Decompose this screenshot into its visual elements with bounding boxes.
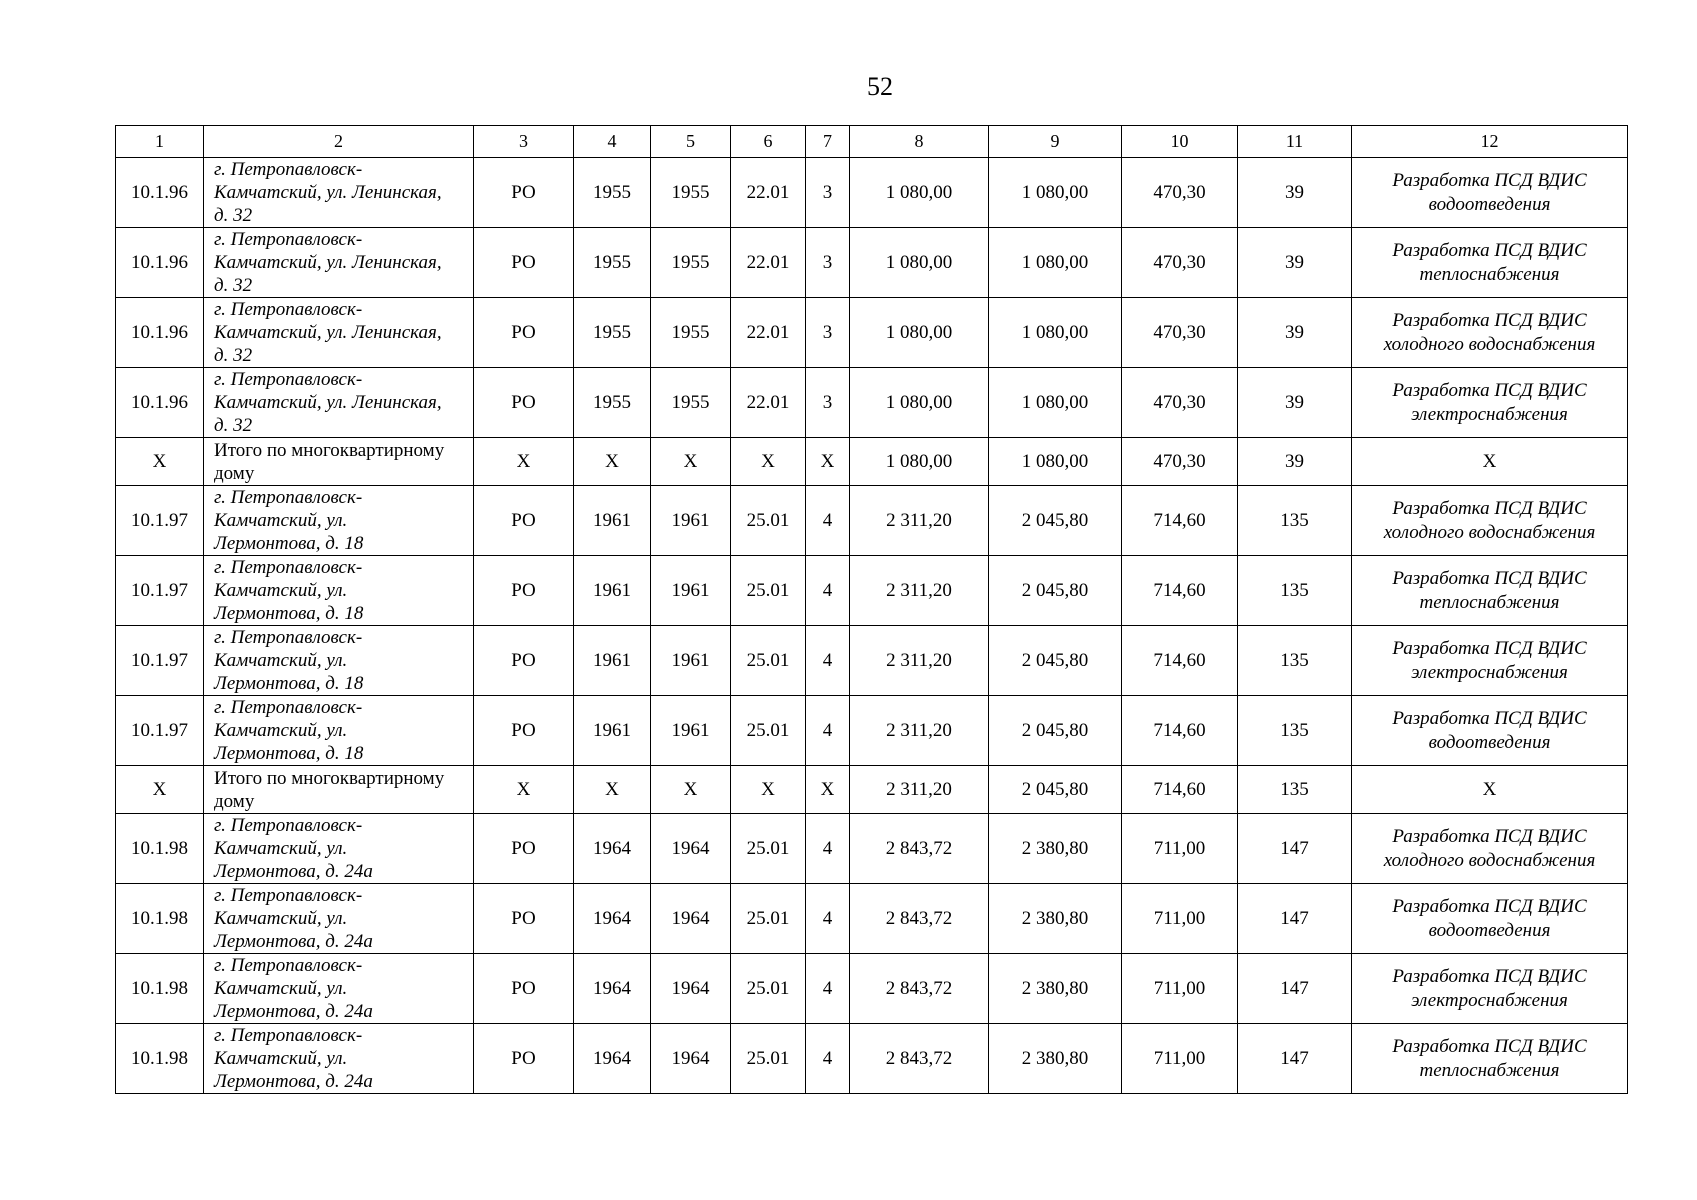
cell-col-5: 1955	[651, 298, 731, 368]
address-cell: г. Петропавловск- Камчатский, ул. Ленинская, д. 32	[204, 228, 474, 298]
cell-col-4: 1955	[574, 158, 651, 228]
cell-col-5: 1955	[651, 158, 731, 228]
cell-col-8: 2 311,20	[850, 626, 989, 696]
column-header-12: 12	[1352, 126, 1628, 158]
cell-col-4: 1961	[574, 556, 651, 626]
data-table	[115, 125, 1628, 1094]
cell-col-7: 4	[806, 626, 850, 696]
cell-col-11: 147	[1238, 884, 1352, 954]
cell-col-3: РО	[474, 298, 574, 368]
cell-col-11: 135	[1238, 766, 1352, 814]
cell-col-10: 711,00	[1122, 884, 1238, 954]
cell-col-6: 22.01	[731, 368, 806, 438]
cell-col-10: 470,30	[1122, 158, 1238, 228]
cell-col-8: 2 843,72	[850, 814, 989, 884]
cell-col-1: 10.1.96	[116, 368, 204, 438]
table-row	[116, 158, 1628, 228]
cell-col-6: 25.01	[731, 954, 806, 1024]
cell-col-8: 2 311,20	[850, 766, 989, 814]
cell-col-10: 714,60	[1122, 766, 1238, 814]
work-type-cell: Разработка ПСД ВДИС водоотведения	[1352, 696, 1628, 766]
cell-col-10: 714,60	[1122, 626, 1238, 696]
cell-col-10: 470,30	[1122, 438, 1238, 486]
cell-col-9: 2 045,80	[989, 556, 1122, 626]
cell-col-3: Х	[474, 766, 574, 814]
cell-col-8: 2 843,72	[850, 1024, 989, 1094]
cell-col-9: 2 045,80	[989, 766, 1122, 814]
column-header-8: 8	[850, 126, 989, 158]
cell-col-6: 25.01	[731, 1024, 806, 1094]
cell-col-9: 2 045,80	[989, 486, 1122, 556]
cell-col-6: Х	[731, 438, 806, 486]
column-header-5: 5	[651, 126, 731, 158]
cell-col-10: 714,60	[1122, 486, 1238, 556]
cell-col-9: 2 380,80	[989, 954, 1122, 1024]
cell-col-7: 3	[806, 298, 850, 368]
cell-col-8: 2 843,72	[850, 954, 989, 1024]
cell-col-4: 1961	[574, 696, 651, 766]
cell-col-4: 1964	[574, 954, 651, 1024]
cell-col-4: Х	[574, 438, 651, 486]
cell-col-8: 2 311,20	[850, 556, 989, 626]
table-header-row	[116, 126, 1628, 158]
cell-col-11: 135	[1238, 556, 1352, 626]
column-header-6: 6	[731, 126, 806, 158]
cell-col-1: 10.1.97	[116, 486, 204, 556]
address-cell: г. Петропавловск- Камчатский, ул. Лермонтова, д. 24а	[204, 1024, 474, 1094]
cell-col-10: 711,00	[1122, 1024, 1238, 1094]
table-row	[116, 486, 1628, 556]
cell-col-8: 2 311,20	[850, 696, 989, 766]
cell-col-3: РО	[474, 626, 574, 696]
address-cell: г. Петропавловск- Камчатский, ул. Лермонтова, д. 24а	[204, 814, 474, 884]
work-type-cell: Разработка ПСД ВДИС холодного водоснабжения	[1352, 298, 1628, 368]
cell-col-12: Х	[1352, 438, 1628, 486]
cell-col-9: 2 380,80	[989, 814, 1122, 884]
total-row	[116, 438, 1628, 486]
table-row	[116, 228, 1628, 298]
table-row	[116, 556, 1628, 626]
cell-col-4: 1964	[574, 814, 651, 884]
cell-col-6: 25.01	[731, 626, 806, 696]
table-row	[116, 626, 1628, 696]
cell-col-6: Х	[731, 766, 806, 814]
cell-col-6: 25.01	[731, 696, 806, 766]
cell-col-3: РО	[474, 228, 574, 298]
cell-col-10: 711,00	[1122, 954, 1238, 1024]
address-cell: г. Петропавловск- Камчатский, ул. Лермонтова, д. 24а	[204, 954, 474, 1024]
total-label-cell: Итого по многоквартирному дому	[204, 438, 474, 486]
cell-col-11: 135	[1238, 626, 1352, 696]
cell-col-4: 1955	[574, 228, 651, 298]
cell-col-3: РО	[474, 884, 574, 954]
total-label-cell: Итого по многоквартирному дому	[204, 766, 474, 814]
cell-col-5: 1961	[651, 486, 731, 556]
cell-col-10: 470,30	[1122, 298, 1238, 368]
cell-col-1: 10.1.97	[116, 626, 204, 696]
cell-col-5: 1955	[651, 228, 731, 298]
column-header-11: 11	[1238, 126, 1352, 158]
cell-col-8: 1 080,00	[850, 298, 989, 368]
cell-col-4: 1961	[574, 486, 651, 556]
cell-col-6: 22.01	[731, 228, 806, 298]
cell-col-1: 10.1.96	[116, 298, 204, 368]
cell-col-4: 1964	[574, 1024, 651, 1094]
column-header-4: 4	[574, 126, 651, 158]
cell-col-11: 39	[1238, 158, 1352, 228]
cell-col-7: 4	[806, 1024, 850, 1094]
cell-col-1: 10.1.97	[116, 696, 204, 766]
column-header-1: 1	[116, 126, 204, 158]
cell-col-1: 10.1.96	[116, 228, 204, 298]
cell-col-1: 10.1.97	[116, 556, 204, 626]
cell-col-7: 4	[806, 486, 850, 556]
column-header-10: 10	[1122, 126, 1238, 158]
cell-col-5: 1955	[651, 368, 731, 438]
cell-col-11: 39	[1238, 438, 1352, 486]
cell-col-5: Х	[651, 438, 731, 486]
cell-col-10: 714,60	[1122, 696, 1238, 766]
cell-col-4: Х	[574, 766, 651, 814]
cell-col-9: 2 045,80	[989, 626, 1122, 696]
cell-col-7: 4	[806, 954, 850, 1024]
cell-col-1: Х	[116, 766, 204, 814]
work-type-cell: Разработка ПСД ВДИС теплоснабжения	[1352, 1024, 1628, 1094]
table-row	[116, 298, 1628, 368]
cell-col-11: 147	[1238, 954, 1352, 1024]
work-type-cell: Разработка ПСД ВДИС холодного водоснабжения	[1352, 814, 1628, 884]
cell-col-7: 3	[806, 228, 850, 298]
cell-col-7: Х	[806, 438, 850, 486]
column-header-9: 9	[989, 126, 1122, 158]
cell-col-1: 10.1.98	[116, 814, 204, 884]
cell-col-10: 714,60	[1122, 556, 1238, 626]
table-row	[116, 368, 1628, 438]
cell-col-4: 1955	[574, 298, 651, 368]
cell-col-10: 711,00	[1122, 814, 1238, 884]
cell-col-10: 470,30	[1122, 228, 1238, 298]
table-row	[116, 814, 1628, 884]
work-type-cell: Разработка ПСД ВДИС водоотведения	[1352, 884, 1628, 954]
column-header-3: 3	[474, 126, 574, 158]
cell-col-3: РО	[474, 1024, 574, 1094]
cell-col-11: 135	[1238, 696, 1352, 766]
cell-col-8: 2 311,20	[850, 486, 989, 556]
cell-col-10: 470,30	[1122, 368, 1238, 438]
cell-col-1: 10.1.98	[116, 1024, 204, 1094]
address-cell: г. Петропавловск- Камчатский, ул. Ленинская, д. 32	[204, 158, 474, 228]
cell-col-3: РО	[474, 814, 574, 884]
cell-col-6: 25.01	[731, 556, 806, 626]
cell-col-5: 1961	[651, 696, 731, 766]
cell-col-9: 1 080,00	[989, 158, 1122, 228]
address-cell: г. Петропавловск- Камчатский, ул. Лермонтова, д. 18	[204, 626, 474, 696]
cell-col-3: РО	[474, 954, 574, 1024]
work-type-cell: Разработка ПСД ВДИС холодного водоснабжения	[1352, 486, 1628, 556]
column-header-7: 7	[806, 126, 850, 158]
work-type-cell: Разработка ПСД ВДИС теплоснабжения	[1352, 228, 1628, 298]
cell-col-6: 25.01	[731, 814, 806, 884]
cell-col-11: 135	[1238, 486, 1352, 556]
cell-col-6: 22.01	[731, 158, 806, 228]
work-type-cell: Разработка ПСД ВДИС электроснабжения	[1352, 954, 1628, 1024]
cell-col-3: РО	[474, 158, 574, 228]
cell-col-5: 1961	[651, 626, 731, 696]
cell-col-11: 39	[1238, 298, 1352, 368]
cell-col-11: 39	[1238, 228, 1352, 298]
cell-col-1: 10.1.98	[116, 884, 204, 954]
cell-col-11: 147	[1238, 1024, 1352, 1094]
cell-col-9: 2 380,80	[989, 884, 1122, 954]
cell-col-7: 4	[806, 696, 850, 766]
cell-col-4: 1955	[574, 368, 651, 438]
cell-col-8: 2 843,72	[850, 884, 989, 954]
cell-col-5: 1961	[651, 556, 731, 626]
cell-col-9: 2 045,80	[989, 696, 1122, 766]
cell-col-7: 4	[806, 556, 850, 626]
table-row	[116, 884, 1628, 954]
cell-col-6: 25.01	[731, 486, 806, 556]
table-row	[116, 1024, 1628, 1094]
table-body	[116, 126, 1628, 1094]
cell-col-7: 4	[806, 884, 850, 954]
cell-col-11: 39	[1238, 368, 1352, 438]
cell-col-5: Х	[651, 766, 731, 814]
address-cell: г. Петропавловск- Камчатский, ул. Лермонтова, д. 18	[204, 696, 474, 766]
cell-col-9: 1 080,00	[989, 438, 1122, 486]
work-type-cell: Разработка ПСД ВДИС электроснабжения	[1352, 626, 1628, 696]
column-header-2: 2	[204, 126, 474, 158]
cell-col-8: 1 080,00	[850, 438, 989, 486]
cell-col-9: 1 080,00	[989, 298, 1122, 368]
cell-col-4: 1964	[574, 884, 651, 954]
cell-col-8: 1 080,00	[850, 228, 989, 298]
cell-col-5: 1964	[651, 814, 731, 884]
cell-col-5: 1964	[651, 884, 731, 954]
cell-col-7: 3	[806, 368, 850, 438]
cell-col-8: 1 080,00	[850, 368, 989, 438]
address-cell: г. Петропавловск- Камчатский, ул. Лермонтова, д. 18	[204, 556, 474, 626]
cell-col-1: 10.1.96	[116, 158, 204, 228]
cell-col-3: РО	[474, 696, 574, 766]
cell-col-9: 1 080,00	[989, 368, 1122, 438]
cell-col-9: 2 380,80	[989, 1024, 1122, 1094]
cell-col-6: 25.01	[731, 884, 806, 954]
cell-col-3: РО	[474, 556, 574, 626]
address-cell: г. Петропавловск- Камчатский, ул. Лермонтова, д. 18	[204, 486, 474, 556]
cell-col-7: 4	[806, 814, 850, 884]
cell-col-1: 10.1.98	[116, 954, 204, 1024]
work-type-cell: Разработка ПСД ВДИС теплоснабжения	[1352, 556, 1628, 626]
table-row	[116, 954, 1628, 1024]
cell-col-7: Х	[806, 766, 850, 814]
address-cell: г. Петропавловск- Камчатский, ул. Лермонтова, д. 24а	[204, 884, 474, 954]
cell-col-3: РО	[474, 486, 574, 556]
cell-col-12: Х	[1352, 766, 1628, 814]
work-type-cell: Разработка ПСД ВДИС водоотведения	[1352, 158, 1628, 228]
cell-col-1: Х	[116, 438, 204, 486]
address-cell: г. Петропавловск- Камчатский, ул. Ленинская, д. 32	[204, 298, 474, 368]
cell-col-5: 1964	[651, 1024, 731, 1094]
cell-col-5: 1964	[651, 954, 731, 1024]
page-number: 52	[867, 72, 893, 101]
table-row	[116, 696, 1628, 766]
address-cell: г. Петропавловск- Камчатский, ул. Ленинская, д. 32	[204, 368, 474, 438]
work-type-cell: Разработка ПСД ВДИС электроснабжения	[1352, 368, 1628, 438]
total-row	[116, 766, 1628, 814]
cell-col-3: Х	[474, 438, 574, 486]
cell-col-7: 3	[806, 158, 850, 228]
cell-col-4: 1961	[574, 626, 651, 696]
cell-col-3: РО	[474, 368, 574, 438]
cell-col-6: 22.01	[731, 298, 806, 368]
cell-col-8: 1 080,00	[850, 158, 989, 228]
cell-col-11: 147	[1238, 814, 1352, 884]
cell-col-9: 1 080,00	[989, 228, 1122, 298]
